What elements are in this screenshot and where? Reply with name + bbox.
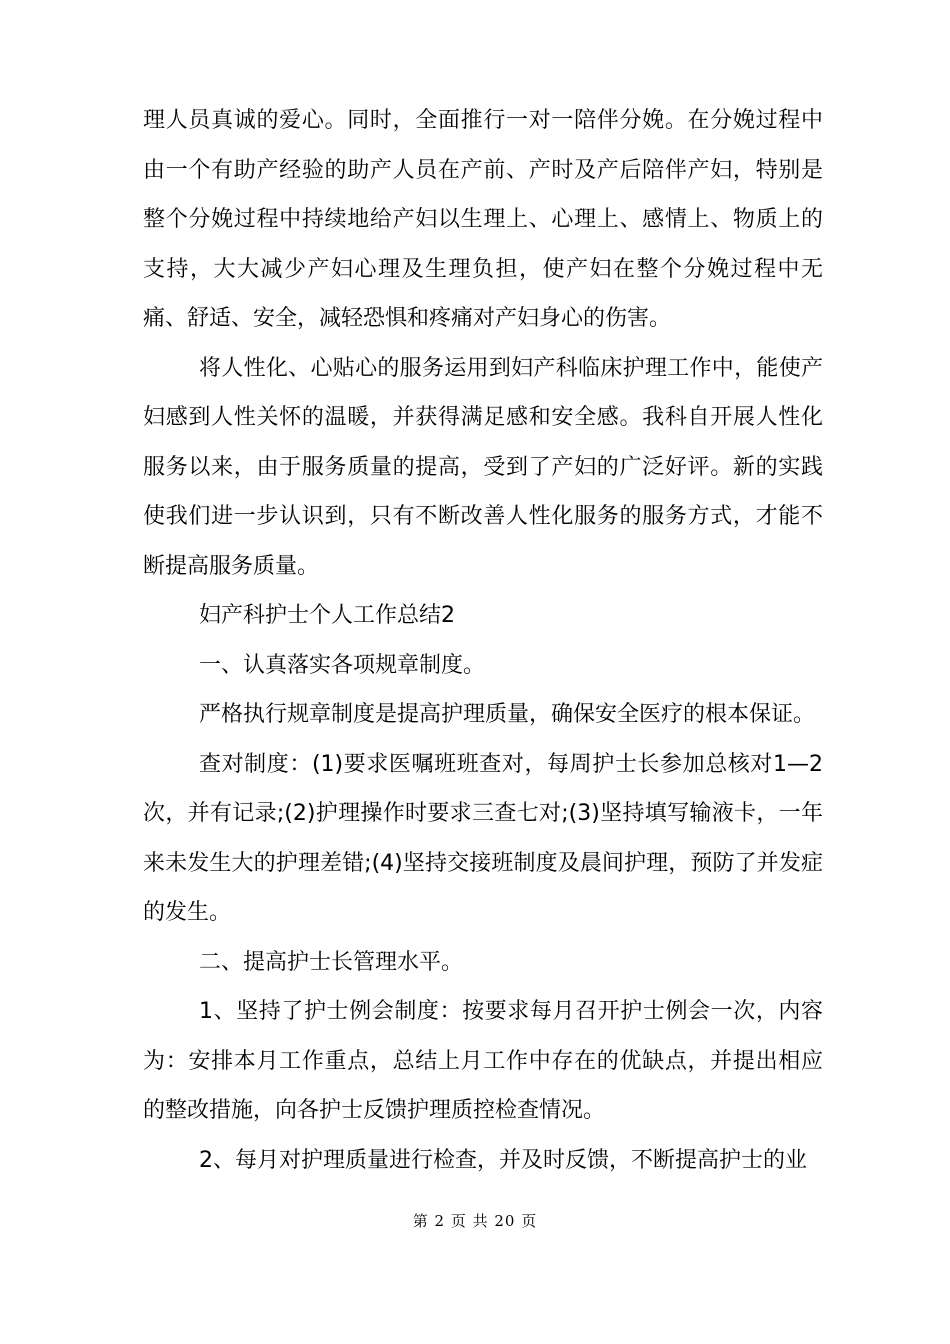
paragraph-continuation: 理人员真诚的爱心。同时，全面推行一对一陪伴分娩。在分娩过程中由一个有助产经验的助产人员在产前、产时及产后陪伴产妇，特别是整个分娩过程中持续地给产妇以生理上、心理上、感情上、物质上的支持，大大减少产妇心理及生理负担，使产妇在整个分娩过程中无痛、舒适、安全，减轻恐惧和疼痛对产妇身心的伤害。 [143,108,823,331]
paragraph-meeting-system: 1、坚持了护士例会制度：按要求每月召开护士例会一次，内容为：安排本月工作重点，总结上月工作中存在的优缺点，并提出相应的整改措施，向各护士反馈护理质控检查情况。 [143,999,823,1123]
paragraph-rules: 严格执行规章制度是提高护理质量，确保安全医疗的根本保证。 [199,702,816,727]
paragraph-check-system: 查对制度：(1)要求医嘱班班查对，每周护士长参加总核对1—2次，并有记录;(2)护理操作时要求三查七对;(3)坚持填写输液卡，一年来未发生大的护理差错;(4)坚持交接班制度及晨间护理，预防了并发症的发生。 [143,751,823,925]
paragraph-quality-check: 2、每月对护理质量进行检查，并及时反馈，不断提高护士的业 [199,1147,807,1173]
section-title: 妇产科护士个人工作总结2 [199,603,455,628]
document-body [143,96,823,1185]
heading-management: 二、提高护士长管理水平。 [199,949,464,975]
page-number: 第 2 页 共 20 页 [412,1212,538,1230]
heading-rules: 一、认真落实各项规章制度。 [199,652,486,678]
paragraph-humanized-service: 将人性化、心贴心的服务运用到妇产科临床护理工作中，能使产妇感到人性关怀的温暖，并获得满足感和安全感。我科自开展人性化服务以来，由于服务质量的提高，受到了产妇的广泛好评。新的实践使我们进一步认识到，只有不断改善人性化服务的服务方式，才能不断提高服务质量。 [143,355,823,579]
